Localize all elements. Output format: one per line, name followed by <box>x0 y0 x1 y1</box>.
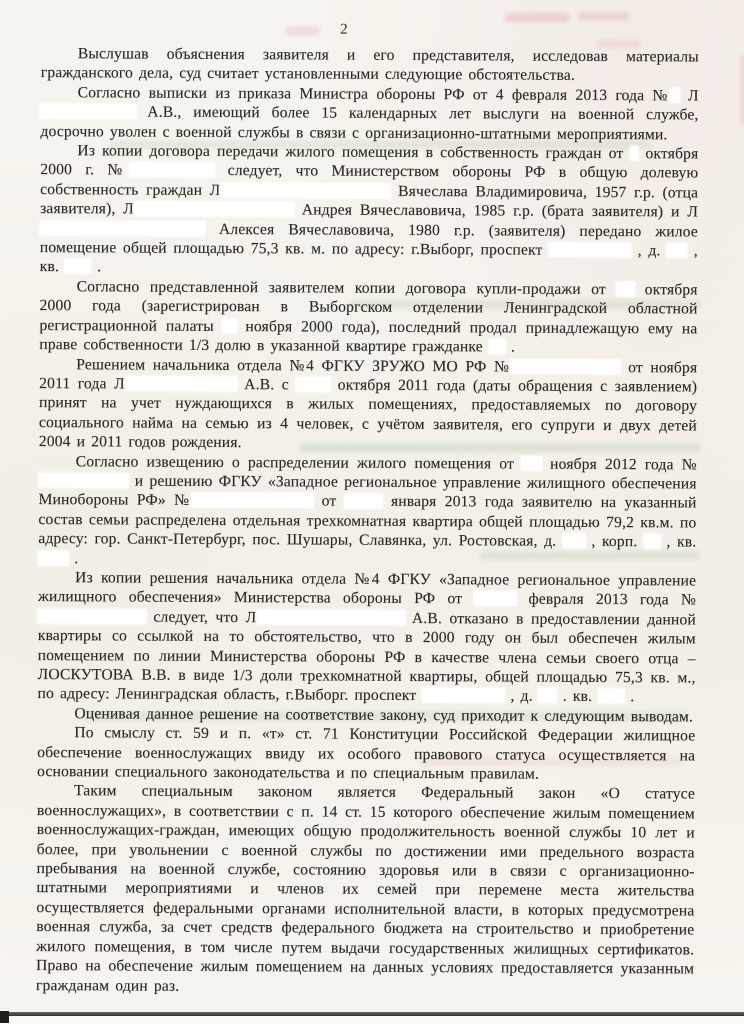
redaction-gap <box>489 339 505 353</box>
redaction-gap <box>223 319 237 333</box>
paragraph: По смыслу ст. 59 и п. «т» ст. 71 Конституции Российской Федерации жилищное обеспечение военнослужащих ввиду их особого правового статуса осуществляется на основании специального законодательства и по специальным правилам. <box>37 724 696 783</box>
redaction-gap <box>38 551 68 565</box>
redaction-gap <box>539 689 557 703</box>
redaction-gap <box>616 282 634 296</box>
redaction-gap <box>256 610 404 625</box>
redaction-gap <box>129 163 214 177</box>
redaction-gap <box>65 260 91 274</box>
scanner-edge-corner <box>0 1011 9 1023</box>
redaction-gap <box>345 494 383 508</box>
redaction-gap <box>38 609 146 624</box>
redaction-gap <box>220 183 390 198</box>
ink-bleed-artifact <box>578 12 630 21</box>
redaction-gap <box>511 359 621 374</box>
document-body <box>36 44 699 998</box>
redaction-gap <box>422 688 504 702</box>
document-text-block <box>36 20 699 998</box>
redaction-gap <box>40 221 205 236</box>
redaction-gap <box>191 493 313 508</box>
paragraph: Согласно выписки из приказа Министра обороны РФ от 4 февраля 2013 года № Л А.В., имеющий более 15 календарных лет выслуги на военной службе, досрочно уволен с военной службы в связи с организационно-штатными мероприятиями. <box>40 84 699 143</box>
scanner-edge-line <box>0 1012 744 1016</box>
redaction-gap <box>598 689 624 703</box>
redaction-gap <box>39 473 129 487</box>
redaction-gap <box>644 534 660 548</box>
paragraph: Из копии договора передачи жилого помещения в собственность граждан от октября 2000 г. № следует, что Министерством обороны РФ в общую долевую собственность граждан Л Вячеслава Владимировича, 1957 г.р. (отца заявителя), Л Андрея Вячеславовича, 1985 г.р. (брата заявителя) и Л Алексея Вячеславовича, 1980 г.р. (заявителя) передано жилое помещение общей площадью 75,3 кв. м. по адресу: г.Выборг, проспект , д. , кв. . <box>39 142 699 276</box>
paragraph: Решением начальника отдела №4 ФГКУ ЗРУЖО МО РФ № от ноября 2011 года Л А.В. с октября 2011 года (даты обращения с заявлением) принят на учет нуждающихся в жилых помещениях, предоставляемых по договору социального найма на семью из 4 человек, с учётом заявителя, его супруги и двух детей 2004 и 2011 годов рождения. <box>38 355 698 452</box>
redaction-gap <box>549 243 631 257</box>
redaction-gap <box>125 376 237 391</box>
paragraph: Согласно извещению о распределении жилого помещения от ноября 2012 года № и решению ФГКУ «Западное региональное управление жилищного обеспечения Минобороны РФ» № от января 2013 года заявителю на указанный состав семьи распределена отдельная трехкомнатная квартира общей площадью 79,2 кв.м. по адресу: гор. Санкт-Петербург, пос. Шушары, Славянка, ул. Ростовская, д. , корп. , кв. . <box>38 452 697 567</box>
redaction-gap <box>474 592 516 606</box>
paragraph: Оценивая данное решение на соответствие закону, суд приходит к следующим выводам. <box>74 704 694 726</box>
paragraph: Выслушав объяснения заявителя и его представителя, исследовав материалы гражданского дела, суд считает установленными следующие обстоятельства. <box>40 45 699 85</box>
paragraph: Из копии решения начальника отдела №4 ФГКУ «Западное региональное управление жилищного обеспечения» Министерства обороны РФ от февраля 2013 года № следует, что Л А.В. отказано в предоставлении данной квартиры со ссылкой на то обстоятельство, что в 2000 году он был обеспечен жилым помещением по линии Министерства обороны РФ в качестве члена семьи своего отца – ЛОСКУТОВА В.В. в виде 1/3 доли трехкомнатной квартиры, общей площадью 75,3 кв. м., по адресу: Ленинградская область, г.Выборг. проспект , д. . кв. . <box>37 569 697 706</box>
redaction-gap <box>670 88 680 102</box>
page-number: 2 <box>340 21 348 38</box>
paragraph: Таким специальным законом является Федеральный закон «О статусе военнослужащих», в соответствии с п. 14 ст. 15 которого обеспечение жилым помещением военнослужащих-граждан, имеющих общую продолжительность военной службы 10 лет и более, при увольнении с военной службы по достижении ими предельного возраста пребывания на военной службе, состоянию здоровья или в связи с организационно-штатными мероприятиями и членов их семей при перемене места жительства осуществляется федеральными органами исполнительной власти, в которых предусмотрена военная служба, за счет средств федерального бюджета на строительство и приобретение жилого помещения, в том числе путем выдачи государственных жилищных сертификатов. Право на обеспечение жилым помещением на данных условиях предоставляется указанным гражданам один раз. <box>35 782 695 995</box>
ink-bleed-artifact <box>505 13 569 22</box>
redaction-gap <box>40 104 135 118</box>
redaction-gap <box>563 534 585 548</box>
redaction-gap <box>630 146 638 160</box>
redaction-gap <box>667 243 687 257</box>
scanner-bed-area <box>0 1016 744 1024</box>
redaction-gap <box>296 377 330 391</box>
paragraph: Согласно представленной заявителем копии договора купли-продажи от октября 2000 года (зарегистрирован в Выборгском отделении Ленинградской областной регистрационной палаты ноября 2000 года), последний продал принадлежащую ему на праве собственности 1/3 долю в указанной квартире гражданке . <box>39 278 698 356</box>
redaction-gap <box>134 202 294 217</box>
redaction-gap <box>522 456 542 470</box>
